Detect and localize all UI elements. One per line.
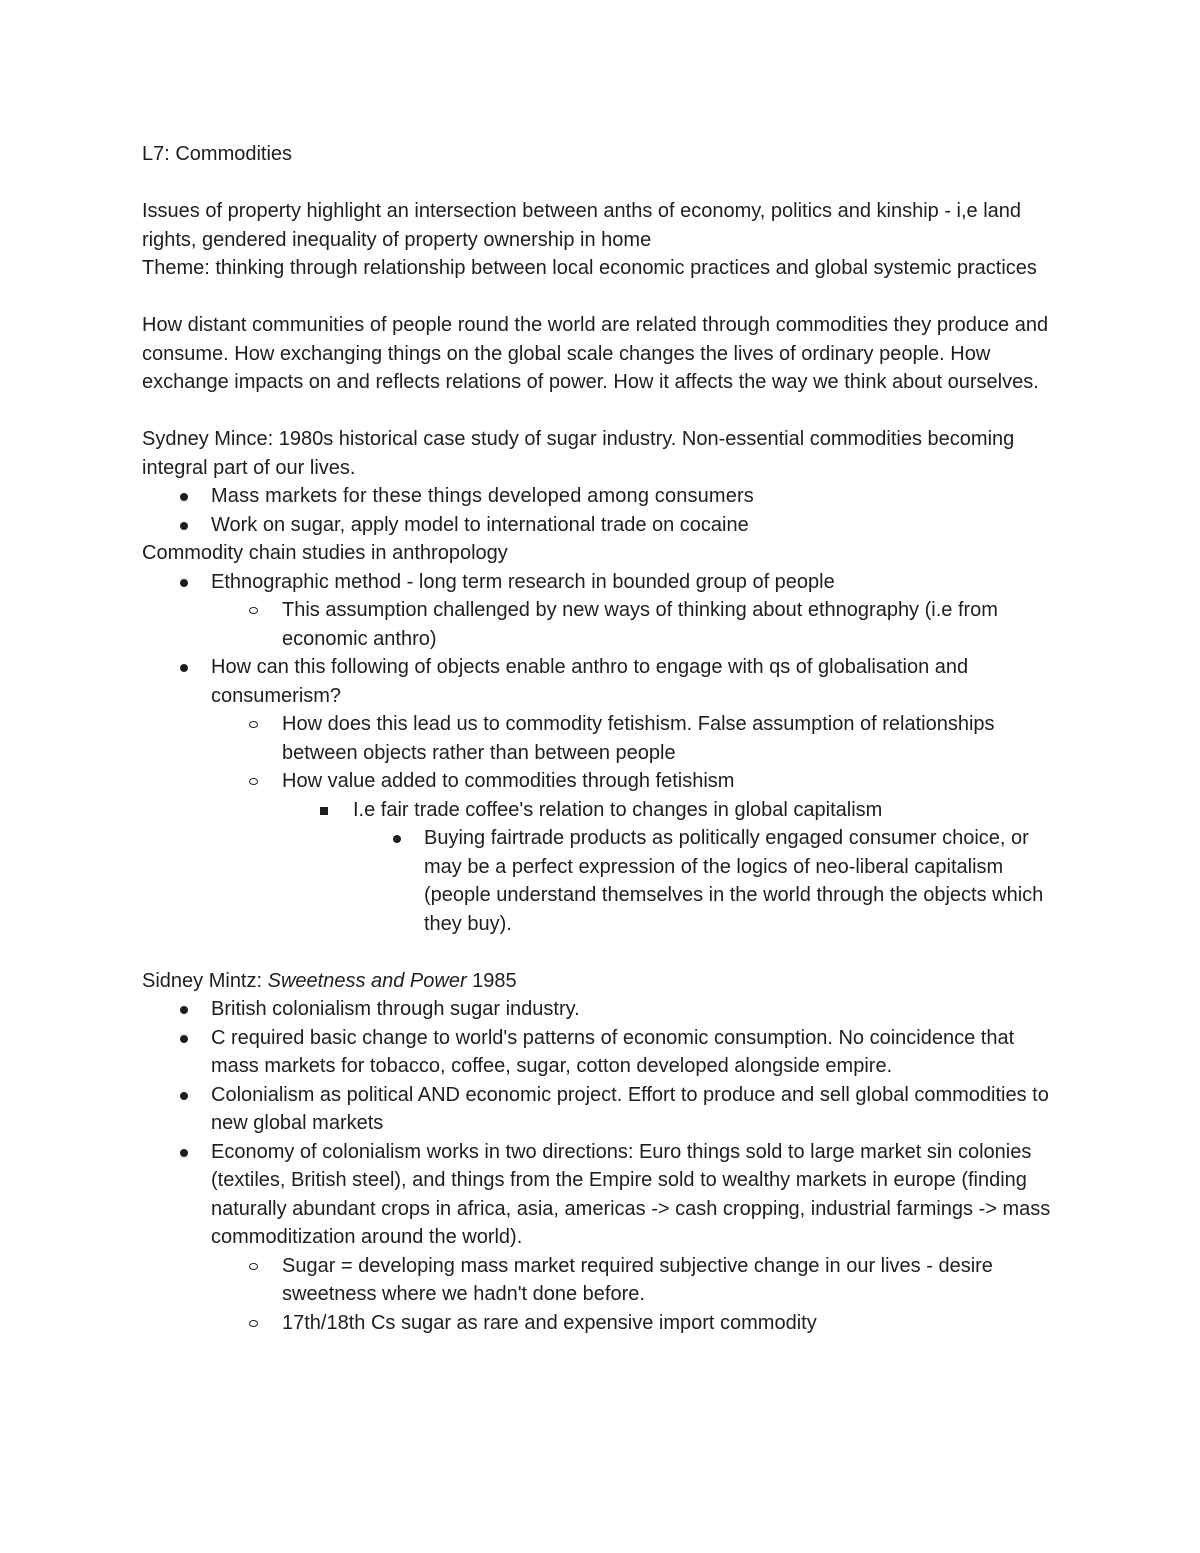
list-item: Colonialism as political AND economic project. Effort to produce and sell global commodities to new global markets bbox=[211, 1081, 1067, 1138]
sub-list bbox=[211, 710, 1067, 938]
intro-paragraph: Issues of property highlight an intersection between anths of economy, politics and kinship - i,e land rights, gendered inequality of property ownership in home bbox=[142, 200, 1022, 251]
sub-sub-list-item bbox=[353, 796, 1067, 939]
list-item: C required basic change to world's patterns of economic consumption. No coincidence that mass markets for tobacco, coffee, sugar, cotton developed alongside empire. bbox=[211, 1024, 1067, 1081]
list-item: Work on sugar, apply model to international trade on cocaine bbox=[211, 511, 1067, 540]
sub-list-item: 17th/18th Cs sugar as rare and expensive import commodity bbox=[282, 1309, 1067, 1338]
sub-sub-list bbox=[282, 796, 1067, 939]
sub-list-item-text: How value added to commodities through fetishism bbox=[282, 770, 735, 792]
list-item: Mass markets for these things developed among consumers bbox=[211, 482, 1067, 511]
sub-list-item: This assumption challenged by new ways of thinking about ethnography (i.e from economic anthro) bbox=[282, 596, 1067, 653]
deep-list bbox=[353, 824, 1067, 938]
list-item-text: Ethnographic method - long term research in bounded group of people bbox=[211, 570, 835, 593]
list-item-text: How can this following of objects enable anthro to engage with qs of globalisation and consumerism? bbox=[211, 656, 969, 707]
document-title: L7: Commodities bbox=[142, 143, 293, 165]
list-item bbox=[211, 653, 1067, 938]
sub-list-item bbox=[282, 767, 1067, 938]
overview-paragraph: How distant communities of people round the world are related through commodities they produce and consume. How exchanging things on the global scale changes the lives of ordinary people. How exchange impacts on and reflects relations of power. How it affects the way we think about ourselves. bbox=[142, 314, 1049, 393]
list-item: British colonialism through sugar industry. bbox=[211, 995, 1067, 1024]
mintz-heading-year: 1985 bbox=[466, 969, 517, 992]
spacer bbox=[142, 397, 1067, 426]
mintz-list bbox=[142, 995, 1067, 1337]
sub-list bbox=[211, 1252, 1067, 1338]
spacer bbox=[142, 283, 1067, 312]
list-item bbox=[211, 1138, 1067, 1338]
mintz-book-title: Sweetness and Power bbox=[267, 969, 467, 992]
mince-heading: Sydney Mince: 1980s historical case study of sugar industry. Non-essential commodities becoming integral part of our lives. bbox=[142, 428, 1015, 479]
spacer bbox=[142, 169, 1067, 198]
commodity-chain-heading: Commodity chain studies in anthropology bbox=[142, 542, 508, 564]
list-item bbox=[211, 568, 1067, 654]
sub-list-item: Sugar = developing mass market required subjective change in our lives - desire sweetness where we hadn't done before. bbox=[282, 1252, 1067, 1309]
sub-list bbox=[211, 596, 1067, 653]
sub-list-item: How does this lead us to commodity fetishism. False assumption of relationships between objects rather than between people bbox=[282, 710, 1067, 767]
mince-list bbox=[142, 482, 1067, 539]
mintz-heading-prefix: Sidney Mintz: bbox=[142, 969, 268, 992]
theme-paragraph: Theme: thinking through relationship between local economic practices and global systemic practices bbox=[142, 257, 1037, 279]
list-item-text: Economy of colonialism works in two directions: Euro things sold to large market sin colonies (textiles, British steel), and things from the Empire sold to wealthy markets in europe (finding naturally abundant crops in africa, asia, americas -> cash cropping, industrial farmings -> mass commoditization around the world). bbox=[211, 1140, 1051, 1248]
deep-list-item: Buying fairtrade products as politically engaged consumer choice, or may be a perfect expression of the logics of neo-liberal capitalism (people understand themselves in the world through the objects which they buy). bbox=[424, 824, 1067, 938]
sub-sub-list-item-text: I.e fair trade coffee's relation to changes in global capitalism bbox=[353, 798, 883, 821]
mintz-heading bbox=[142, 967, 1067, 996]
commodity-chain-list bbox=[142, 568, 1067, 939]
document-page bbox=[142, 140, 1067, 1337]
spacer bbox=[142, 938, 1067, 967]
